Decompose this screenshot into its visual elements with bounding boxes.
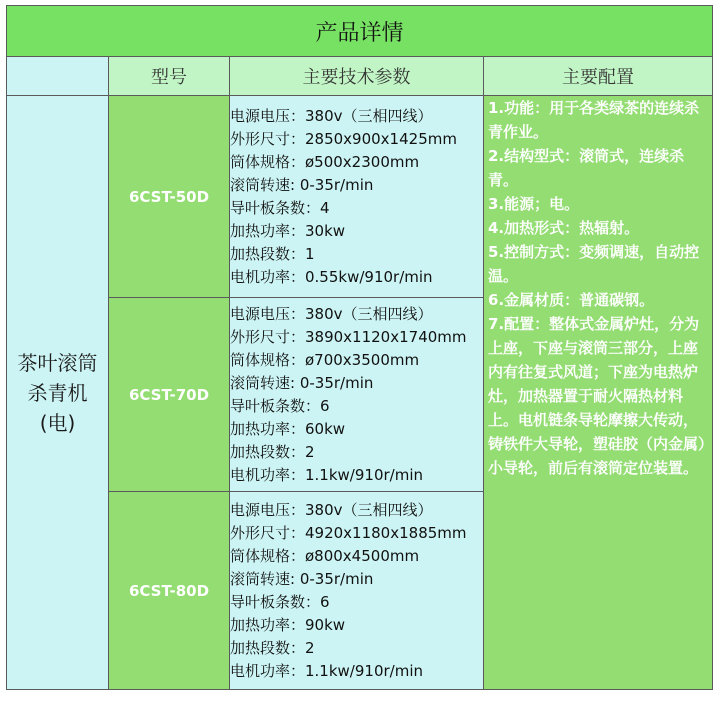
param-heating-stages: 加热段数：1	[230, 244, 315, 263]
param-voltage: 电源电压：380v（三相四线）	[230, 500, 433, 519]
param-drum-size: 筒体规格：ø500x2300mm	[230, 152, 420, 171]
header-model: 型号	[109, 57, 230, 96]
model-name-50d: 6CST-50D	[109, 96, 230, 298]
param-heating-power: 加热功率：30kw	[230, 221, 346, 240]
param-drum-speed: 滚筒转速: 0-35r/min	[230, 373, 374, 392]
param-heating-power: 加热功率：60kw	[230, 419, 346, 438]
config-item: 7.配置：整体式金属炉灶，分为上座，下座与滚筒三部分，上座内有往复式风道；下座为电热炉灶，加热器置于耐火隔热材料上。电机链条导轮摩擦大传动，铸铁件大导轮，塑硅胶（内金属）小导轮，前后有滚筒定位装置。	[488, 315, 706, 477]
param-guide-plates: 导叶板条数：4	[230, 198, 330, 217]
config-item: 5.控制方式：变频调速，自动控温。	[488, 243, 700, 285]
model-params-50d	[230, 96, 484, 298]
param-motor-power: 电机功率：0.55kw/910r/min	[230, 267, 433, 286]
model-params-70d	[230, 298, 484, 492]
header-blank	[7, 57, 109, 96]
param-dimensions: 外形尺寸：2850x900x1425mm	[230, 129, 457, 148]
model-params-80d	[230, 492, 484, 690]
config-item: 1.功能：用于各类绿茶的连续杀青作业。	[488, 99, 700, 141]
header-params: 主要技术参数	[230, 57, 484, 96]
param-heating-power: 加热功率：90kw	[230, 615, 346, 634]
product-name	[7, 96, 109, 690]
product-detail-table	[6, 5, 713, 690]
product-name-line1: 茶叶滚筒	[17, 350, 98, 375]
product-name-line2: 杀青机	[27, 380, 88, 405]
param-voltage: 电源电压：380v（三相四线）	[230, 304, 433, 323]
product-name-line3: (电)	[39, 410, 76, 435]
param-voltage: 电源电压：380v（三相四线）	[230, 106, 433, 125]
config-item: 2.结构型式：滚筒式，连续杀青。	[488, 147, 685, 189]
param-drum-speed: 滚筒转速: 0-35r/min	[230, 175, 374, 194]
param-dimensions: 外形尺寸：3890x1120x1740mm	[230, 327, 467, 346]
config-item: 6.金属材质：普通碳钢。	[488, 291, 655, 309]
main-config	[484, 96, 713, 690]
model-name-80d: 6CST-80D	[109, 492, 230, 690]
param-motor-power: 电机功率：1.1kw/910r/min	[230, 661, 424, 680]
param-heating-stages: 加热段数：2	[230, 442, 315, 461]
table-title: 产品详情	[7, 6, 713, 57]
param-guide-plates: 导叶板条数：6	[230, 396, 330, 415]
header-config: 主要配置	[484, 57, 713, 96]
param-heating-stages: 加热段数：2	[230, 638, 315, 657]
param-drum-size: 筒体规格：ø800x4500mm	[230, 546, 420, 565]
config-item: 4.加热形式：热辐射。	[488, 219, 640, 237]
param-motor-power: 电机功率：1.1kw/910r/min	[230, 465, 424, 484]
param-drum-speed: 滚筒转速: 0-35r/min	[230, 569, 374, 588]
param-dimensions: 外形尺寸：4920x1180x1885mm	[230, 523, 467, 542]
model-name-70d: 6CST-70D	[109, 298, 230, 492]
param-guide-plates: 导叶板条数：6	[230, 592, 330, 611]
config-item: 3.能源；电。	[488, 195, 580, 213]
param-drum-size: 筒体规格：ø700x3500mm	[230, 350, 420, 369]
